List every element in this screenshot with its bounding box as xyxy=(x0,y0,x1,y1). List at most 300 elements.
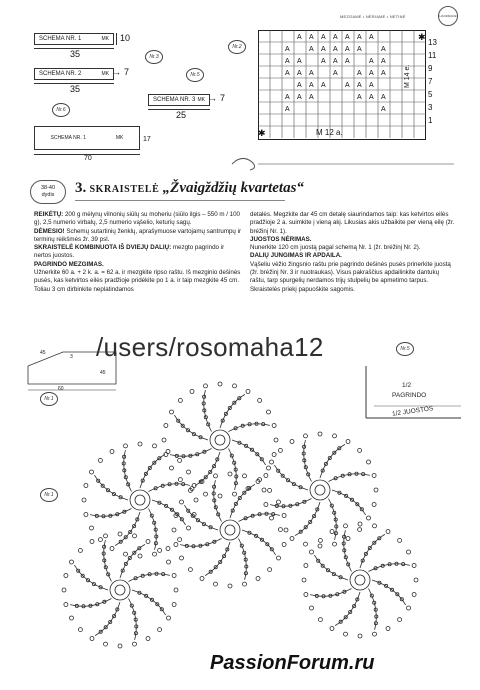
crochet-stroke xyxy=(178,478,182,482)
chart-cell-symbol: A xyxy=(381,106,386,113)
crochet-stroke xyxy=(133,534,137,538)
chart-cell-symbol: A xyxy=(297,94,302,101)
crochet-stroke xyxy=(204,390,212,431)
crochet-stroke xyxy=(290,537,294,541)
chart-cell-symbol: A xyxy=(369,70,374,77)
crochet-stroke xyxy=(172,603,176,607)
chart-cell-symbol: A xyxy=(333,58,338,65)
para-reiketu: REIKĖTŲ: 200 g mėlynų vilnonių siūlų su moheriu (siūlo ilgis – 550 m / 100 g), 2,5 numerio virbalų, 2,5 numerio vąšelio, keturių sagų. xyxy=(34,211,241,227)
chart-cell-symbol: A xyxy=(381,70,386,77)
crochet-stroke xyxy=(398,538,402,542)
para-uznerkite: Užnerkite 60 a. + 2 k. a. = 62 a. ir mezgkite ripso raštu. Iš mezginio dešinės pusės, kas ketvirtos eilės pradžioje pridėkite po 1 a. ir taip mezgkite 45 cm. Toliau 3 cm dirbinkite neplatindamos xyxy=(34,269,241,293)
crochet-stroke xyxy=(158,548,162,552)
magazine-logo: HANDMADE xyxy=(438,6,458,26)
crochet-stroke xyxy=(330,627,334,631)
crochet-stroke xyxy=(98,458,102,462)
crochet-stroke xyxy=(270,460,274,464)
crochet-stroke xyxy=(138,442,142,446)
crochet-stroke xyxy=(233,492,237,496)
crochet-stroke xyxy=(178,538,182,542)
chart-cell-symbol: A xyxy=(333,70,338,77)
article-number: 3. xyxy=(75,180,87,196)
crochet-stroke xyxy=(218,494,222,498)
chart-row-numbers xyxy=(428,38,442,129)
crochet-stroke xyxy=(233,384,237,388)
crochet-stroke xyxy=(369,589,377,630)
crochet-stroke xyxy=(220,520,240,540)
crochet-stroke xyxy=(373,632,377,636)
schema-3-height: 7 xyxy=(220,93,226,103)
para-nunerkite: Nunerkite 120 cm juostą pagal schemą Nr. 1 (žr. brėžinį Nr. 2). xyxy=(250,244,421,252)
chart-cell-symbol: A xyxy=(381,94,386,101)
crochet-stroke xyxy=(153,444,157,448)
title-underline xyxy=(75,200,285,201)
pag-fraction: 1/2 xyxy=(402,382,412,389)
crochet-stroke xyxy=(90,526,94,530)
crochet-stroke xyxy=(228,472,232,476)
schema-2-box xyxy=(34,68,114,80)
badge-nr6: Nr.6 xyxy=(52,103,70,117)
crochet-stroke xyxy=(355,575,365,585)
crochet-stroke xyxy=(350,570,370,590)
chart-cell-symbol: A xyxy=(369,82,374,89)
schema-4-height: 17 xyxy=(143,136,151,143)
crochet-stroke xyxy=(274,438,278,442)
crochet-stroke xyxy=(267,466,271,470)
crochet-stroke xyxy=(118,644,122,648)
diagram-dim-4: 60 xyxy=(58,386,64,392)
schema-1-width: 35 xyxy=(70,49,81,59)
crochet-stroke xyxy=(62,588,66,592)
crochet-stroke xyxy=(360,534,385,568)
header-strip: MEZGAMĖ • NĖRIAMĖ • NĖTINĖ xyxy=(340,14,406,19)
crochet-stroke xyxy=(304,542,308,546)
crochet-stroke xyxy=(358,528,362,532)
chart-cell-symbol: A xyxy=(297,58,302,65)
diagram-dim-2: 3 xyxy=(70,354,73,360)
crochet-stroke xyxy=(204,384,208,388)
crochet-stroke xyxy=(374,488,378,492)
crochet-stroke xyxy=(174,588,178,592)
crochet-stroke xyxy=(167,560,171,564)
chart-cell-symbol: A xyxy=(321,82,326,89)
chart-star-bottom: ✱ xyxy=(258,128,266,138)
chart-side-label: M 14 e. xyxy=(404,64,411,88)
chart-cell-symbol: A xyxy=(345,34,350,41)
schema-3-mk: MK xyxy=(197,97,205,103)
crochet-stroke xyxy=(135,495,145,505)
schema-4-label: SCHEMA NR. 1 xyxy=(50,135,86,141)
crochet-stroke xyxy=(407,550,411,554)
para-daliu: DALIŲ JUNGIMAS IR APDAILA. xyxy=(250,252,342,260)
crochet-stroke xyxy=(373,524,377,528)
schema-3-box xyxy=(148,94,210,106)
crochet-stroke xyxy=(330,530,334,534)
crochet-stroke xyxy=(138,554,142,558)
crochet-stroke xyxy=(178,398,182,402)
crochet-stroke xyxy=(146,540,150,544)
diagram-dim-3: 45 xyxy=(100,370,106,376)
crochet-stroke xyxy=(167,616,171,620)
chart-cell-symbol: A xyxy=(285,70,290,77)
crochet-stroke xyxy=(398,618,402,622)
crochet-stroke xyxy=(172,528,176,532)
chart-cell-symbol: A xyxy=(333,46,338,53)
crochet-stroke xyxy=(129,574,170,582)
crochet-stroke xyxy=(200,577,204,581)
crochet-stroke xyxy=(78,628,82,632)
crochet-stroke xyxy=(243,582,247,586)
crochet-stroke xyxy=(246,390,250,394)
crochet-stroke xyxy=(332,490,366,515)
crochet-stroke xyxy=(358,448,362,452)
juostos-label: 1/2 JUOSTOS xyxy=(391,405,434,418)
crochet-stroke xyxy=(344,632,348,636)
chart-cell-symbol: A xyxy=(345,82,350,89)
crochet-stroke xyxy=(149,484,190,492)
para-pagrindo: PAGRINDO MEZGIMAS. xyxy=(34,260,104,268)
right-text-column xyxy=(250,211,456,294)
crochet-stroke xyxy=(190,390,194,394)
crochet-stroke xyxy=(214,480,222,521)
crochet-stroke xyxy=(358,522,362,526)
crochet-stroke xyxy=(178,458,182,462)
watermark: /users/rosomaha12 xyxy=(96,332,324,362)
crochet-stroke xyxy=(262,488,266,492)
schema-1-vline xyxy=(116,33,117,45)
crochet-stroke xyxy=(274,465,308,490)
crochet-stroke xyxy=(282,543,286,547)
schema-3-label: SCHEMA NR. 3 xyxy=(153,97,196,103)
badge-nr1-pattern: Nr.1 xyxy=(40,488,58,502)
chart-cell-symbol: A xyxy=(285,106,290,113)
crochet-stroke xyxy=(153,552,157,556)
crochet-stroke xyxy=(295,502,320,536)
crochet-stroke xyxy=(90,509,131,517)
schema-1-mk: MK xyxy=(101,36,109,42)
crochet-stroke xyxy=(84,484,88,488)
diagram-dim-1: 45 xyxy=(40,350,46,356)
crochet-stroke xyxy=(318,432,322,436)
crochet-stroke xyxy=(214,582,218,586)
crochet-stroke xyxy=(215,435,225,445)
crochet-stroke xyxy=(290,440,294,444)
crochet-stroke xyxy=(170,449,211,457)
crochet-stroke xyxy=(314,555,348,580)
crochet-stroke xyxy=(320,444,345,478)
chart-cell-symbol: A xyxy=(381,58,386,65)
crochet-stroke xyxy=(120,544,145,578)
crochet-stroke xyxy=(278,448,282,452)
para-demesio: DĖMESIO! Schemų sutartinių ženklų, aprašymuose vartojamų santrumpų ir terminų reikšmės žr. 39 psl. xyxy=(34,227,242,243)
crochet-stroke xyxy=(70,599,111,607)
size-badge xyxy=(30,180,66,204)
para-sagomis: Skraistelės priekį papuoškite sagomis. xyxy=(250,285,355,293)
crochet-stroke xyxy=(230,484,255,518)
chart-cell-symbol: A xyxy=(309,70,314,77)
crochet-stroke xyxy=(367,460,371,464)
schema-2-mk: MK xyxy=(101,71,109,77)
crochet-stroke xyxy=(214,474,218,478)
para-vaseliu: Vąšeliu vėžio žingsnio raštu prie pagrindo dešinės pusės prinerkite juostą (žr. brėžinį Nr. 3 ir nuotraukas). Visus pakraščius apdailinkite dantukų raštu, tarp spurgelių nerdamos trijų stulpelių be apmetimo tarpus. xyxy=(250,260,451,285)
crochet-stroke xyxy=(204,492,208,496)
crochet-stroke xyxy=(344,524,348,528)
crochet-stroke xyxy=(110,580,130,600)
crochet-stroke xyxy=(369,564,410,572)
badge-nr3: Nr.3 xyxy=(145,50,163,64)
crochet-stroke xyxy=(386,627,390,631)
crochet-stroke xyxy=(258,398,262,402)
schema-2-height: 7 xyxy=(124,67,130,77)
ornament-divider xyxy=(228,150,458,174)
para-kombinuota: SKRAISTELĖ KOMBINUOTA IŠ DVIEJŲ DALIŲ: mezgto pagrindo ir nertos juostos. xyxy=(34,244,225,260)
crochet-stroke xyxy=(104,534,108,538)
crochet-star-pattern xyxy=(30,380,460,650)
crochet-stroke xyxy=(304,440,312,481)
crochet-stroke xyxy=(188,568,192,572)
crochet-stroke xyxy=(272,424,276,428)
crochet-stroke xyxy=(210,430,230,450)
schema-2-label: SCHEMA NR. 2 xyxy=(39,71,82,77)
crochet-stroke xyxy=(310,550,314,554)
crochet-stroke xyxy=(225,525,235,535)
schema-4-box xyxy=(34,126,140,150)
schema-1-height: 10 xyxy=(120,33,131,43)
chart-cell-symbol: A xyxy=(297,34,302,41)
schema-4-mk: MK xyxy=(115,135,124,141)
chart-cell-symbol: A xyxy=(285,94,290,101)
chart-cell-symbol: A xyxy=(345,58,350,65)
stitch-chart xyxy=(258,30,426,140)
crochet-stroke xyxy=(346,537,350,541)
row-1: 1 xyxy=(428,116,433,125)
crochet-stroke xyxy=(229,449,237,490)
crochet-stroke xyxy=(268,488,272,492)
badge-nr2: Nr.2 xyxy=(228,40,246,54)
crochet-stroke xyxy=(118,532,122,536)
crochet-stroke xyxy=(318,618,322,622)
article-title xyxy=(75,180,304,197)
crochet-stroke xyxy=(98,538,102,542)
crochet-stroke xyxy=(228,584,232,588)
crochet-stroke xyxy=(243,474,247,478)
schema-2-width: 35 xyxy=(70,84,81,94)
para-detales: detalės. Megzkite dar 45 cm detalę siaurindamos taip: kas ketvirtos eilės pradžioje 2 a. suimkite į vieną akį. Likusias akis užbaikite per vieną eilę (žr. brėžinį Nr. 1). xyxy=(250,211,455,235)
crochet-stroke xyxy=(239,539,247,580)
crochet-stroke xyxy=(124,552,128,556)
article-name: „Žvaigždžių kvartetas“ xyxy=(162,180,304,196)
crochet-stroke xyxy=(149,509,157,550)
crochet-stroke xyxy=(124,444,128,448)
chart-cell-symbol: A xyxy=(357,94,362,101)
chart-cell-symbol: A xyxy=(333,34,338,41)
crochet-stroke xyxy=(242,530,276,555)
forum-watermark: PassionForum.ru xyxy=(210,652,375,674)
crochet-stroke xyxy=(335,592,360,626)
crochet-stroke xyxy=(187,470,191,474)
article-kind: SKRAISTELĖ xyxy=(89,184,160,195)
crochet-stroke xyxy=(130,490,150,510)
schema-3-width: 25 xyxy=(176,110,187,120)
crochet-stroke xyxy=(64,574,68,578)
badge-nr5: Nr.5 xyxy=(186,68,204,82)
crochet-stroke xyxy=(358,634,362,638)
chart-cell-symbol: A xyxy=(309,46,314,53)
chart-cell-symbol: A xyxy=(321,46,326,53)
crochet-stroke xyxy=(367,516,371,520)
badge-nr1: Nr.1 xyxy=(40,392,58,406)
chart-cell-symbol: A xyxy=(369,34,374,41)
crochet-stroke xyxy=(304,564,308,568)
crochet-stroke xyxy=(94,475,128,500)
badge-nr5-right: Nr.5 xyxy=(396,342,414,356)
chart-cell-symbol: A xyxy=(369,58,374,65)
crochet-stroke xyxy=(310,606,314,610)
schema-2-arrow: → xyxy=(112,67,121,77)
chart-cell-symbol: A xyxy=(321,58,326,65)
crochet-stroke xyxy=(277,556,281,560)
crochet-stroke xyxy=(115,512,140,546)
crochet-stroke xyxy=(220,394,245,428)
crochet-stroke xyxy=(333,434,337,438)
crochet-stroke xyxy=(90,470,94,474)
chart-cell-symbol: A xyxy=(357,46,362,53)
crochet-stroke xyxy=(172,574,176,578)
chart-cell-symbol: A xyxy=(285,58,290,65)
stitch-chart-svg xyxy=(258,30,426,140)
crochet-stroke xyxy=(74,565,108,590)
crochet-stroke xyxy=(407,606,411,610)
chart-cell-symbol: A xyxy=(297,82,302,89)
chart-cell-symbol: A xyxy=(309,94,314,101)
crochet-stroke xyxy=(372,580,406,605)
chart-cell-symbol: A xyxy=(345,46,350,53)
row-13: 13 xyxy=(428,38,437,47)
crochet-stroke xyxy=(110,450,114,454)
row-3: 3 xyxy=(428,103,433,112)
crochet-stroke xyxy=(70,616,74,620)
crochet-stroke xyxy=(146,637,150,641)
crochet-stroke xyxy=(278,528,282,532)
row-7: 7 xyxy=(428,77,433,86)
chart-cell-symbol: A xyxy=(321,34,326,41)
crochet-stroke xyxy=(166,547,170,551)
crochet-stroke xyxy=(264,474,268,478)
crochet-stroke xyxy=(195,452,220,486)
crochet-stroke xyxy=(282,514,286,518)
crochet-stroke xyxy=(414,578,418,582)
crochet-stroke xyxy=(302,578,306,582)
para-juostos: JUOSTOS NĖRIMAS. xyxy=(250,235,312,243)
crochet-stroke xyxy=(205,542,230,576)
crochet-stroke xyxy=(194,498,198,502)
crochet-stroke xyxy=(174,543,178,547)
crochet-stroke xyxy=(310,480,330,500)
crochet-stroke xyxy=(232,440,266,465)
pag-label: PAGRINDO xyxy=(392,392,427,399)
crochet-stroke xyxy=(386,530,390,534)
row-9: 9 xyxy=(428,64,433,73)
crochet-stroke xyxy=(270,516,274,520)
crochet-stroke xyxy=(95,602,120,636)
crochet-stroke xyxy=(170,466,174,470)
crochet-stroke xyxy=(84,513,88,517)
crochet-stroke xyxy=(346,440,350,444)
crochet-stroke xyxy=(104,540,112,581)
chart-cell-symbol: A xyxy=(309,34,314,41)
chart-cell-symbol: A xyxy=(381,46,386,53)
crochet-stroke xyxy=(64,603,68,607)
crochet-stroke xyxy=(304,434,308,438)
row-11: 11 xyxy=(428,51,437,60)
crochet-stroke xyxy=(272,453,276,457)
crochet-stroke xyxy=(90,540,94,544)
crochet-stroke xyxy=(115,585,125,595)
schema-4-width: 70 xyxy=(84,155,92,162)
crochet-stroke xyxy=(110,547,114,551)
crochet-stroke xyxy=(180,556,184,560)
crochet-stroke xyxy=(304,593,308,597)
crochet-stroke xyxy=(158,628,162,632)
schema-3-arrow: → xyxy=(208,93,217,103)
chart-star-top: ✱ xyxy=(418,32,426,42)
row-5: 5 xyxy=(428,90,433,99)
crochet-stroke xyxy=(124,450,132,491)
crochet-stroke xyxy=(372,503,376,507)
crochet-stroke xyxy=(268,568,272,572)
crochet-stroke xyxy=(218,382,222,386)
crochet-stroke xyxy=(140,454,165,488)
crochet-stroke xyxy=(90,637,94,641)
chart-cell-symbol: A xyxy=(369,94,374,101)
chart-cell-symbol: A xyxy=(357,70,362,77)
chart-cell-symbol: A xyxy=(285,46,290,53)
crochet-stroke xyxy=(132,590,166,615)
chart-bottom-label: M 12 a. xyxy=(316,128,343,137)
schema-1-label: SCHEMA NR. 1 xyxy=(39,36,82,42)
crochet-stroke xyxy=(329,474,370,482)
crochet-stroke xyxy=(180,539,221,547)
crochet-stroke xyxy=(412,564,416,568)
schema-1-box xyxy=(34,33,114,45)
size-word: dydis xyxy=(41,192,55,198)
crochet-stroke xyxy=(170,410,174,414)
crochet-stroke xyxy=(164,424,168,428)
crochet-stroke xyxy=(412,593,416,597)
crochet-stroke xyxy=(174,415,208,440)
chart-cell-symbol: A xyxy=(357,82,362,89)
chart-cell-symbol: A xyxy=(309,82,314,89)
crochet-stroke xyxy=(129,599,137,640)
crochet-stroke xyxy=(133,642,137,646)
crochet-stroke xyxy=(315,485,325,495)
crochet-stroke xyxy=(318,538,322,542)
crochet-stroke xyxy=(256,577,260,581)
crochet-stroke xyxy=(82,498,86,502)
crochet-stroke xyxy=(267,410,271,414)
crochet-stroke xyxy=(318,544,322,548)
crochet-stroke xyxy=(70,560,74,564)
crochet-stroke xyxy=(229,424,270,432)
crochet-stroke xyxy=(372,474,376,478)
left-text-column xyxy=(34,211,242,294)
crochet-stroke xyxy=(284,528,288,532)
crochet-stroke xyxy=(310,589,351,597)
crochet-stroke xyxy=(180,500,184,504)
crochet-stroke xyxy=(162,438,166,442)
crochet-stroke xyxy=(264,503,268,507)
crochet-stroke xyxy=(333,542,337,546)
